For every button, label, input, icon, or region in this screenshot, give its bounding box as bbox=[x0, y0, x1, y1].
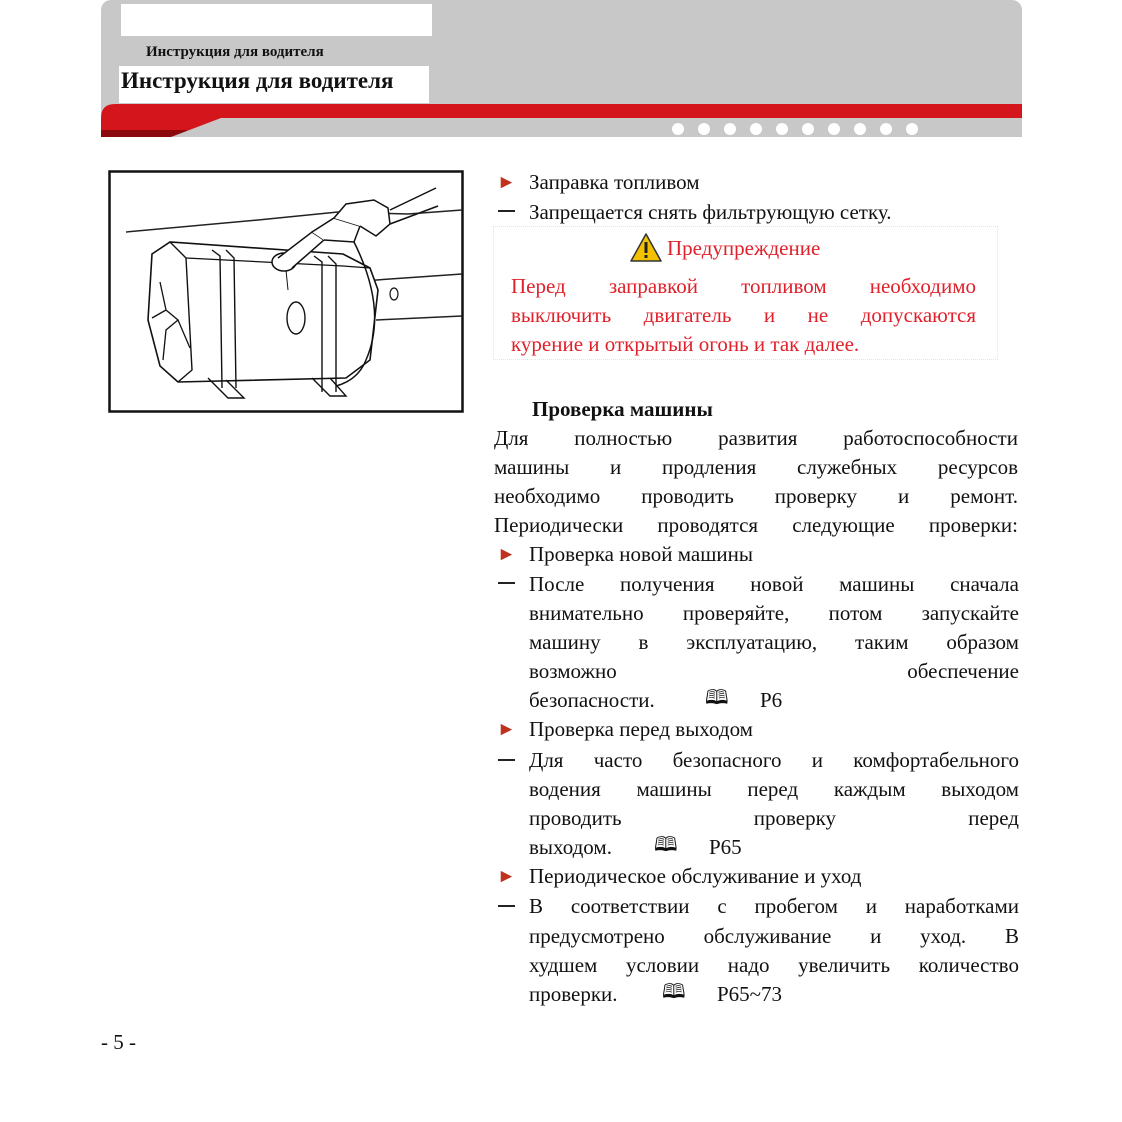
warning-line: курение и открытый огонь и так далее. bbox=[511, 332, 860, 356]
inspection-intro-line bbox=[494, 486, 1018, 507]
word: и bbox=[609, 455, 622, 479]
item-last-line: безопасности. bbox=[529, 688, 655, 712]
word: количество bbox=[918, 953, 1019, 977]
header-dot bbox=[802, 123, 814, 135]
item-line bbox=[529, 574, 1019, 595]
word: увеличить bbox=[798, 953, 891, 977]
word: ремонт. bbox=[950, 484, 1018, 508]
word: получения bbox=[620, 572, 715, 596]
word: проводятся bbox=[657, 513, 759, 537]
word: перед bbox=[968, 806, 1019, 830]
word: и bbox=[865, 894, 877, 918]
word: перед bbox=[747, 777, 799, 801]
header-dot bbox=[906, 123, 918, 135]
inspection-intro-line bbox=[494, 428, 1018, 449]
word: каждым bbox=[833, 777, 906, 801]
bullet-arrow-icon: ► bbox=[497, 172, 516, 193]
word: и bbox=[763, 303, 776, 327]
header-dots bbox=[672, 123, 918, 135]
item-line bbox=[529, 808, 1019, 829]
header-dot bbox=[698, 123, 710, 135]
header-dot bbox=[880, 123, 892, 135]
word: проверку bbox=[753, 806, 837, 830]
word: водения bbox=[529, 777, 601, 801]
header-section-small: Инструкция для водителя bbox=[146, 44, 324, 60]
word: машины bbox=[494, 455, 570, 479]
word: машину bbox=[529, 630, 601, 654]
bullet-arrow-icon: ► bbox=[497, 866, 516, 887]
dash-icon bbox=[498, 210, 515, 212]
item-last-line: проверки. bbox=[529, 982, 618, 1006]
word: необходимо bbox=[494, 484, 601, 508]
item-line bbox=[529, 603, 1019, 624]
word: следующие bbox=[792, 513, 895, 537]
warning-line bbox=[511, 276, 976, 297]
word: потом bbox=[828, 601, 883, 625]
book-icon: 🕮 bbox=[654, 834, 678, 856]
word: надо bbox=[727, 953, 770, 977]
word: не bbox=[807, 303, 829, 327]
word: и bbox=[898, 484, 910, 508]
word: проверки: bbox=[928, 513, 1018, 537]
word: обслуживание bbox=[703, 924, 832, 948]
header-dot bbox=[750, 123, 762, 135]
header-dot bbox=[828, 123, 840, 135]
word: Перед bbox=[511, 274, 566, 298]
word: и bbox=[811, 748, 823, 772]
inspection-intro-line bbox=[494, 515, 1018, 536]
inspection-title: Проверка машины bbox=[532, 397, 713, 421]
word: таким bbox=[855, 630, 909, 654]
page-title: Инструкция для водителя bbox=[121, 68, 394, 93]
item-line bbox=[529, 896, 1019, 917]
item-line bbox=[529, 955, 1019, 976]
word: с bbox=[717, 894, 727, 918]
word: пробегом bbox=[754, 894, 838, 918]
page-ref-link[interactable]: P65~73 bbox=[717, 982, 783, 1006]
warning-title: Предупреждение bbox=[667, 236, 821, 260]
word: сначала bbox=[950, 572, 1019, 596]
word: В bbox=[1004, 924, 1019, 948]
word: часто bbox=[593, 748, 643, 772]
word: развития bbox=[718, 426, 798, 450]
word: Периодически bbox=[494, 513, 624, 537]
word: предусмотрено bbox=[529, 924, 665, 948]
item-heading: Периодическое обслуживание и уход bbox=[529, 864, 862, 888]
book-icon: 🕮 bbox=[662, 981, 686, 1003]
item-line bbox=[529, 750, 1019, 771]
word: худшем bbox=[529, 953, 598, 977]
word: уход. bbox=[920, 924, 967, 948]
word: проводить bbox=[641, 484, 734, 508]
refuel-heading: Заправка топливом bbox=[529, 170, 700, 194]
word: запускайте bbox=[921, 601, 1019, 625]
word: наработками bbox=[904, 894, 1019, 918]
item-heading: Проверка новой машины bbox=[529, 542, 753, 566]
word: условии bbox=[625, 953, 700, 977]
word: проверку bbox=[774, 484, 858, 508]
word: выходом bbox=[941, 777, 1019, 801]
dash-icon bbox=[498, 582, 515, 584]
warning-triangle-icon bbox=[629, 232, 663, 264]
word: топливом bbox=[741, 274, 827, 298]
dash-icon bbox=[498, 905, 515, 907]
word: В bbox=[529, 894, 544, 918]
word: образом bbox=[946, 630, 1019, 654]
dash-icon bbox=[498, 759, 515, 761]
word: проводить bbox=[529, 806, 622, 830]
header-dot bbox=[854, 123, 866, 135]
word: продления bbox=[661, 455, 757, 479]
word: работоспособности bbox=[843, 426, 1018, 450]
word: заправкой bbox=[608, 274, 699, 298]
word: допускаются bbox=[860, 303, 976, 327]
word: эксплуатацию, bbox=[686, 630, 818, 654]
word: проверяйте, bbox=[682, 601, 790, 625]
word: машины bbox=[636, 777, 712, 801]
item-line bbox=[529, 661, 1019, 682]
item-line bbox=[529, 632, 1019, 653]
word: выключить bbox=[511, 303, 612, 327]
item-line bbox=[529, 779, 1019, 800]
word: машины bbox=[839, 572, 915, 596]
word: необходимо bbox=[869, 274, 976, 298]
word: соответствии bbox=[570, 894, 690, 918]
word: новой bbox=[750, 572, 804, 596]
header-dot bbox=[776, 123, 788, 135]
item-last-line: выходом. bbox=[529, 835, 612, 859]
word: возможно bbox=[529, 659, 617, 683]
word: двигатель bbox=[643, 303, 732, 327]
item-heading: Проверка перед выходом bbox=[529, 717, 753, 741]
word: внимательно bbox=[529, 601, 644, 625]
inspection-intro-line bbox=[494, 457, 1018, 478]
word: Для bbox=[494, 426, 529, 450]
word: После bbox=[529, 572, 585, 596]
bullet-arrow-icon: ► bbox=[497, 719, 516, 740]
word: безопасного bbox=[672, 748, 782, 772]
fuel-tank-refueling-illustration bbox=[108, 170, 464, 413]
page-ref-link[interactable]: P6 bbox=[760, 688, 783, 712]
book-icon: 🕮 bbox=[705, 687, 729, 709]
header-dot bbox=[724, 123, 736, 135]
word: обеспечение bbox=[907, 659, 1019, 683]
warning-line bbox=[511, 305, 976, 326]
word: в bbox=[638, 630, 649, 654]
header-dot bbox=[672, 123, 684, 135]
word: Для bbox=[529, 748, 564, 772]
word: служебных bbox=[797, 455, 898, 479]
word: полностью bbox=[574, 426, 673, 450]
header-blank-strip bbox=[121, 4, 432, 36]
page-number: - 5 - bbox=[101, 1030, 136, 1054]
item-line bbox=[529, 926, 1019, 947]
page-ref-link[interactable]: P65 bbox=[709, 835, 742, 859]
word: комфортабельного bbox=[853, 748, 1019, 772]
bullet-arrow-icon: ► bbox=[497, 544, 516, 565]
refuel-note: Запрещается снять фильтрующую сетку. bbox=[529, 200, 892, 224]
word: и bbox=[870, 924, 882, 948]
word: ресурсов bbox=[937, 455, 1018, 479]
